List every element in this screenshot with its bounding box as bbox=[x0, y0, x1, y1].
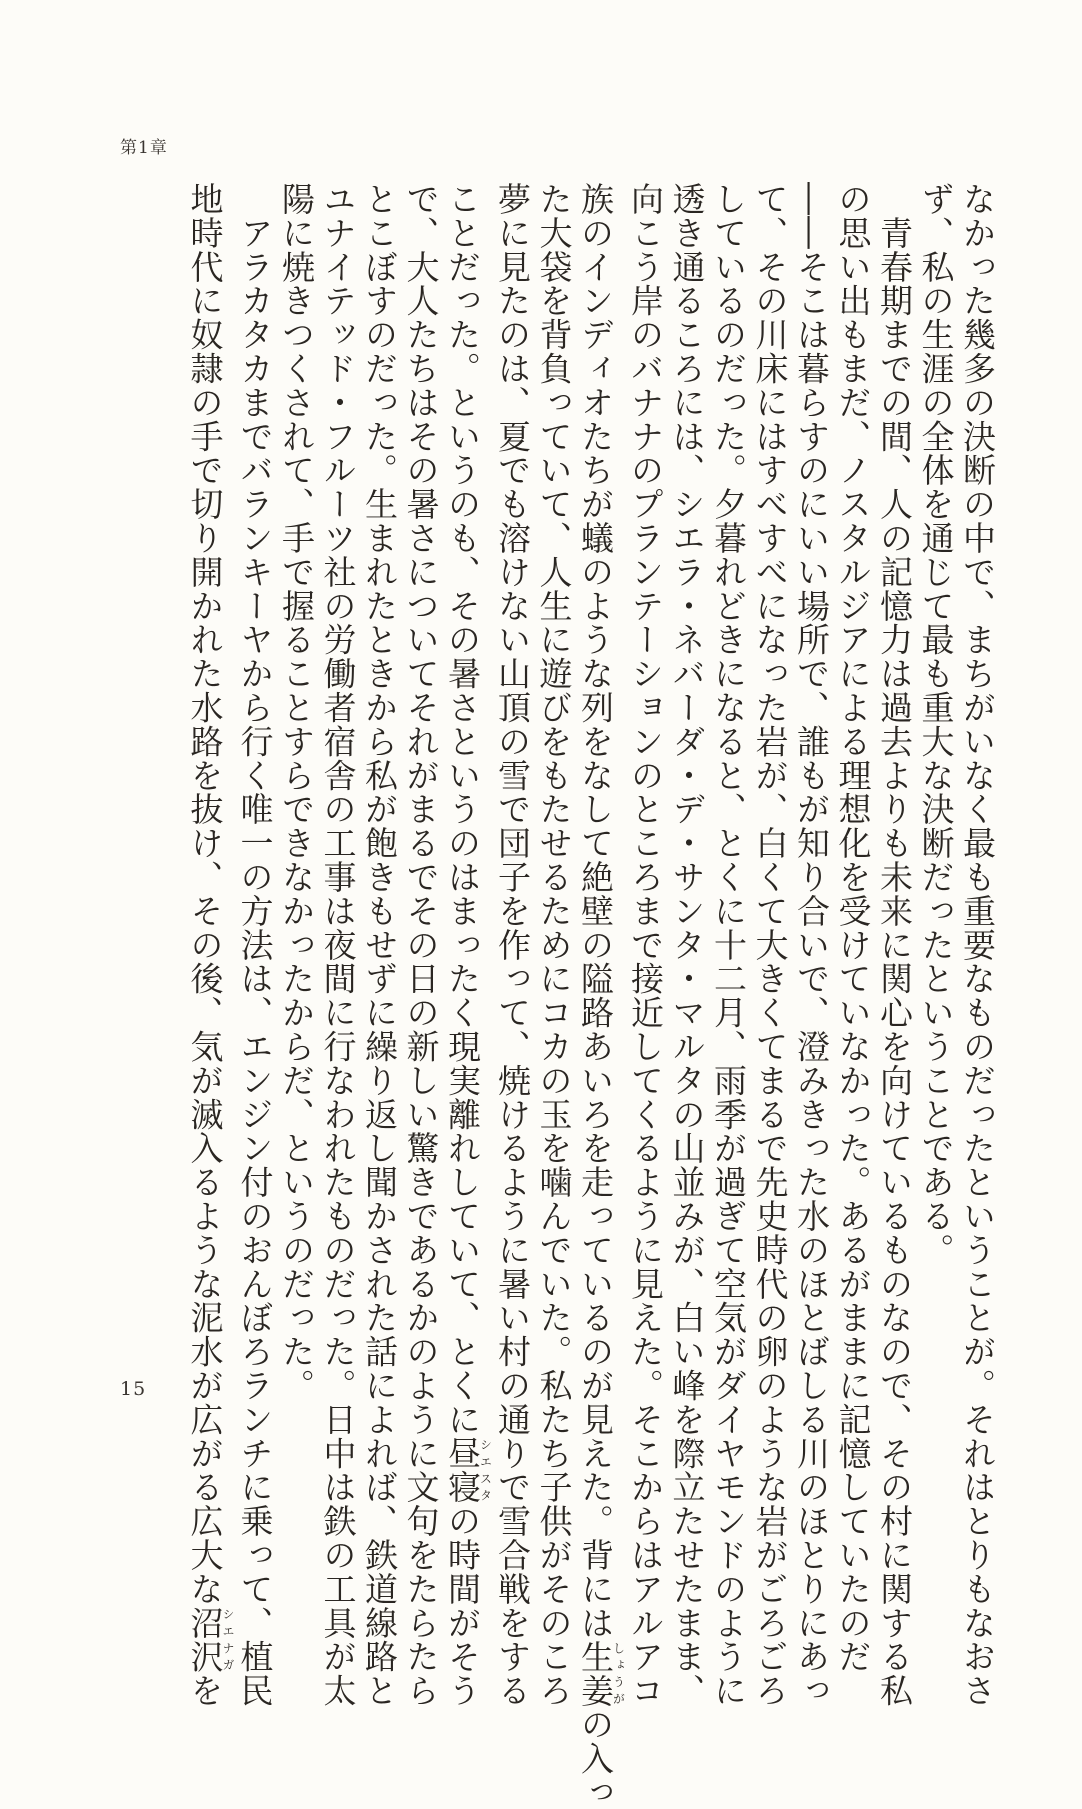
ruby-reading: シエスタ bbox=[478, 1436, 493, 1505]
ruby-annotation: 生姜しょうが bbox=[576, 1639, 626, 1708]
text-column-18: アラカタカまでバランキーヤから行く唯一の方法は、エンジン付のおんぼろランチに乗って、植民 bbox=[235, 182, 275, 1708]
text-column-16: ユナイテッド・フルーツ社の労働者宿舎の工事は夜間に行なわれたものだった。日中は鉄の工具が太 bbox=[318, 182, 358, 1708]
text-column-7: しているのだった。夕暮れどきになると、とくに十二月、雨季が過ぎて空気がダイヤモンドのように bbox=[709, 182, 748, 1708]
ruby-reading: しょうが bbox=[611, 1639, 626, 1708]
ruby-annotation: 沼沢シエナガ bbox=[185, 1605, 235, 1674]
text-column-19: 地時代に奴隷の手で切り開かれた水路を抜け、その後、気が滅入るような泥水が広がる広大な沼沢シエナガを bbox=[185, 182, 235, 1708]
text-column-13: ことだった。というのも、その暑さというのはまったく現実離れしていて、とくに昼寝シエスタの時間がそう bbox=[443, 182, 493, 1708]
text-column-1: なかった幾多の決断の中で、まちがいなく最も重要なものだったということが。それはとりもなおさ bbox=[958, 182, 997, 1708]
page-number: 15 bbox=[120, 1378, 147, 1400]
text-column-15: とこぼすのだった。生まれたときから私が飽きもせずに繰り返し聞かされた話によれば、鉄道線路と bbox=[360, 182, 399, 1708]
text-column-4: の思い出もまだ、ノスタルジアによる理想化を受けていなかった。あるがままに記憶していたのだ bbox=[833, 182, 873, 1674]
ruby-annotation: 昼寝シエスタ bbox=[443, 1436, 493, 1505]
text-column-9: 向こう岸のバナナのプランテーションのところまで接近してくるように見えた。そこからはアルアコ bbox=[626, 182, 665, 1708]
ruby-reading: シエナガ bbox=[221, 1605, 235, 1674]
text-column-5: ――そこは暮らすのにいい場所で、誰もが知り合いで、澄みきった水のほとばしる川のほとりにあっ bbox=[792, 182, 831, 1708]
text-column-12: 夢に見たのは、夏でも溶けない山頂の雪で団子を作って、焼けるように暑い村の通りで雪合戦をする bbox=[493, 182, 532, 1708]
chapter-label: 第1章 bbox=[120, 138, 168, 158]
text-column-8: 透き通るころには、シエラ・ネバーダ・デ・サンタ・マルタの山並みが、白い峰を際立たせたまま、 bbox=[667, 182, 707, 1708]
text-column-2: ず、私の生涯の全体を通じて最も重大な決断だったということである。 bbox=[916, 182, 956, 1267]
text-column-6: て、その川床にはすべすべになった岩が、白くて大きくてまるで先史時代の卵のような岩がごろごろ bbox=[750, 182, 790, 1708]
text-column-11: た大袋を背負っていて、人生に遊びをもたせるためにコカの玉を噛んでいた。私たち子供がそのころ bbox=[534, 182, 574, 1708]
text-column-17: 陽に焼きつくされて、手で握ることすらできなかったからだ、というのだった。 bbox=[277, 182, 316, 1403]
body-text bbox=[184, 182, 998, 1809]
text-column-10: 族のインディオたちが蟻のような列をなして絶壁の隘路あいろを走っているのが見えた。背には生姜しょうがの入っ bbox=[576, 182, 626, 1809]
text-column-14: で、大人たちはその暑さについてそれがまるでその日の新しい驚きであるかのように文句をたらたら bbox=[401, 182, 441, 1708]
text-column-3: 青春期までの間、人の記憶力は過去よりも未来に関心を向けているものなので、その村に関する私 bbox=[875, 182, 914, 1708]
